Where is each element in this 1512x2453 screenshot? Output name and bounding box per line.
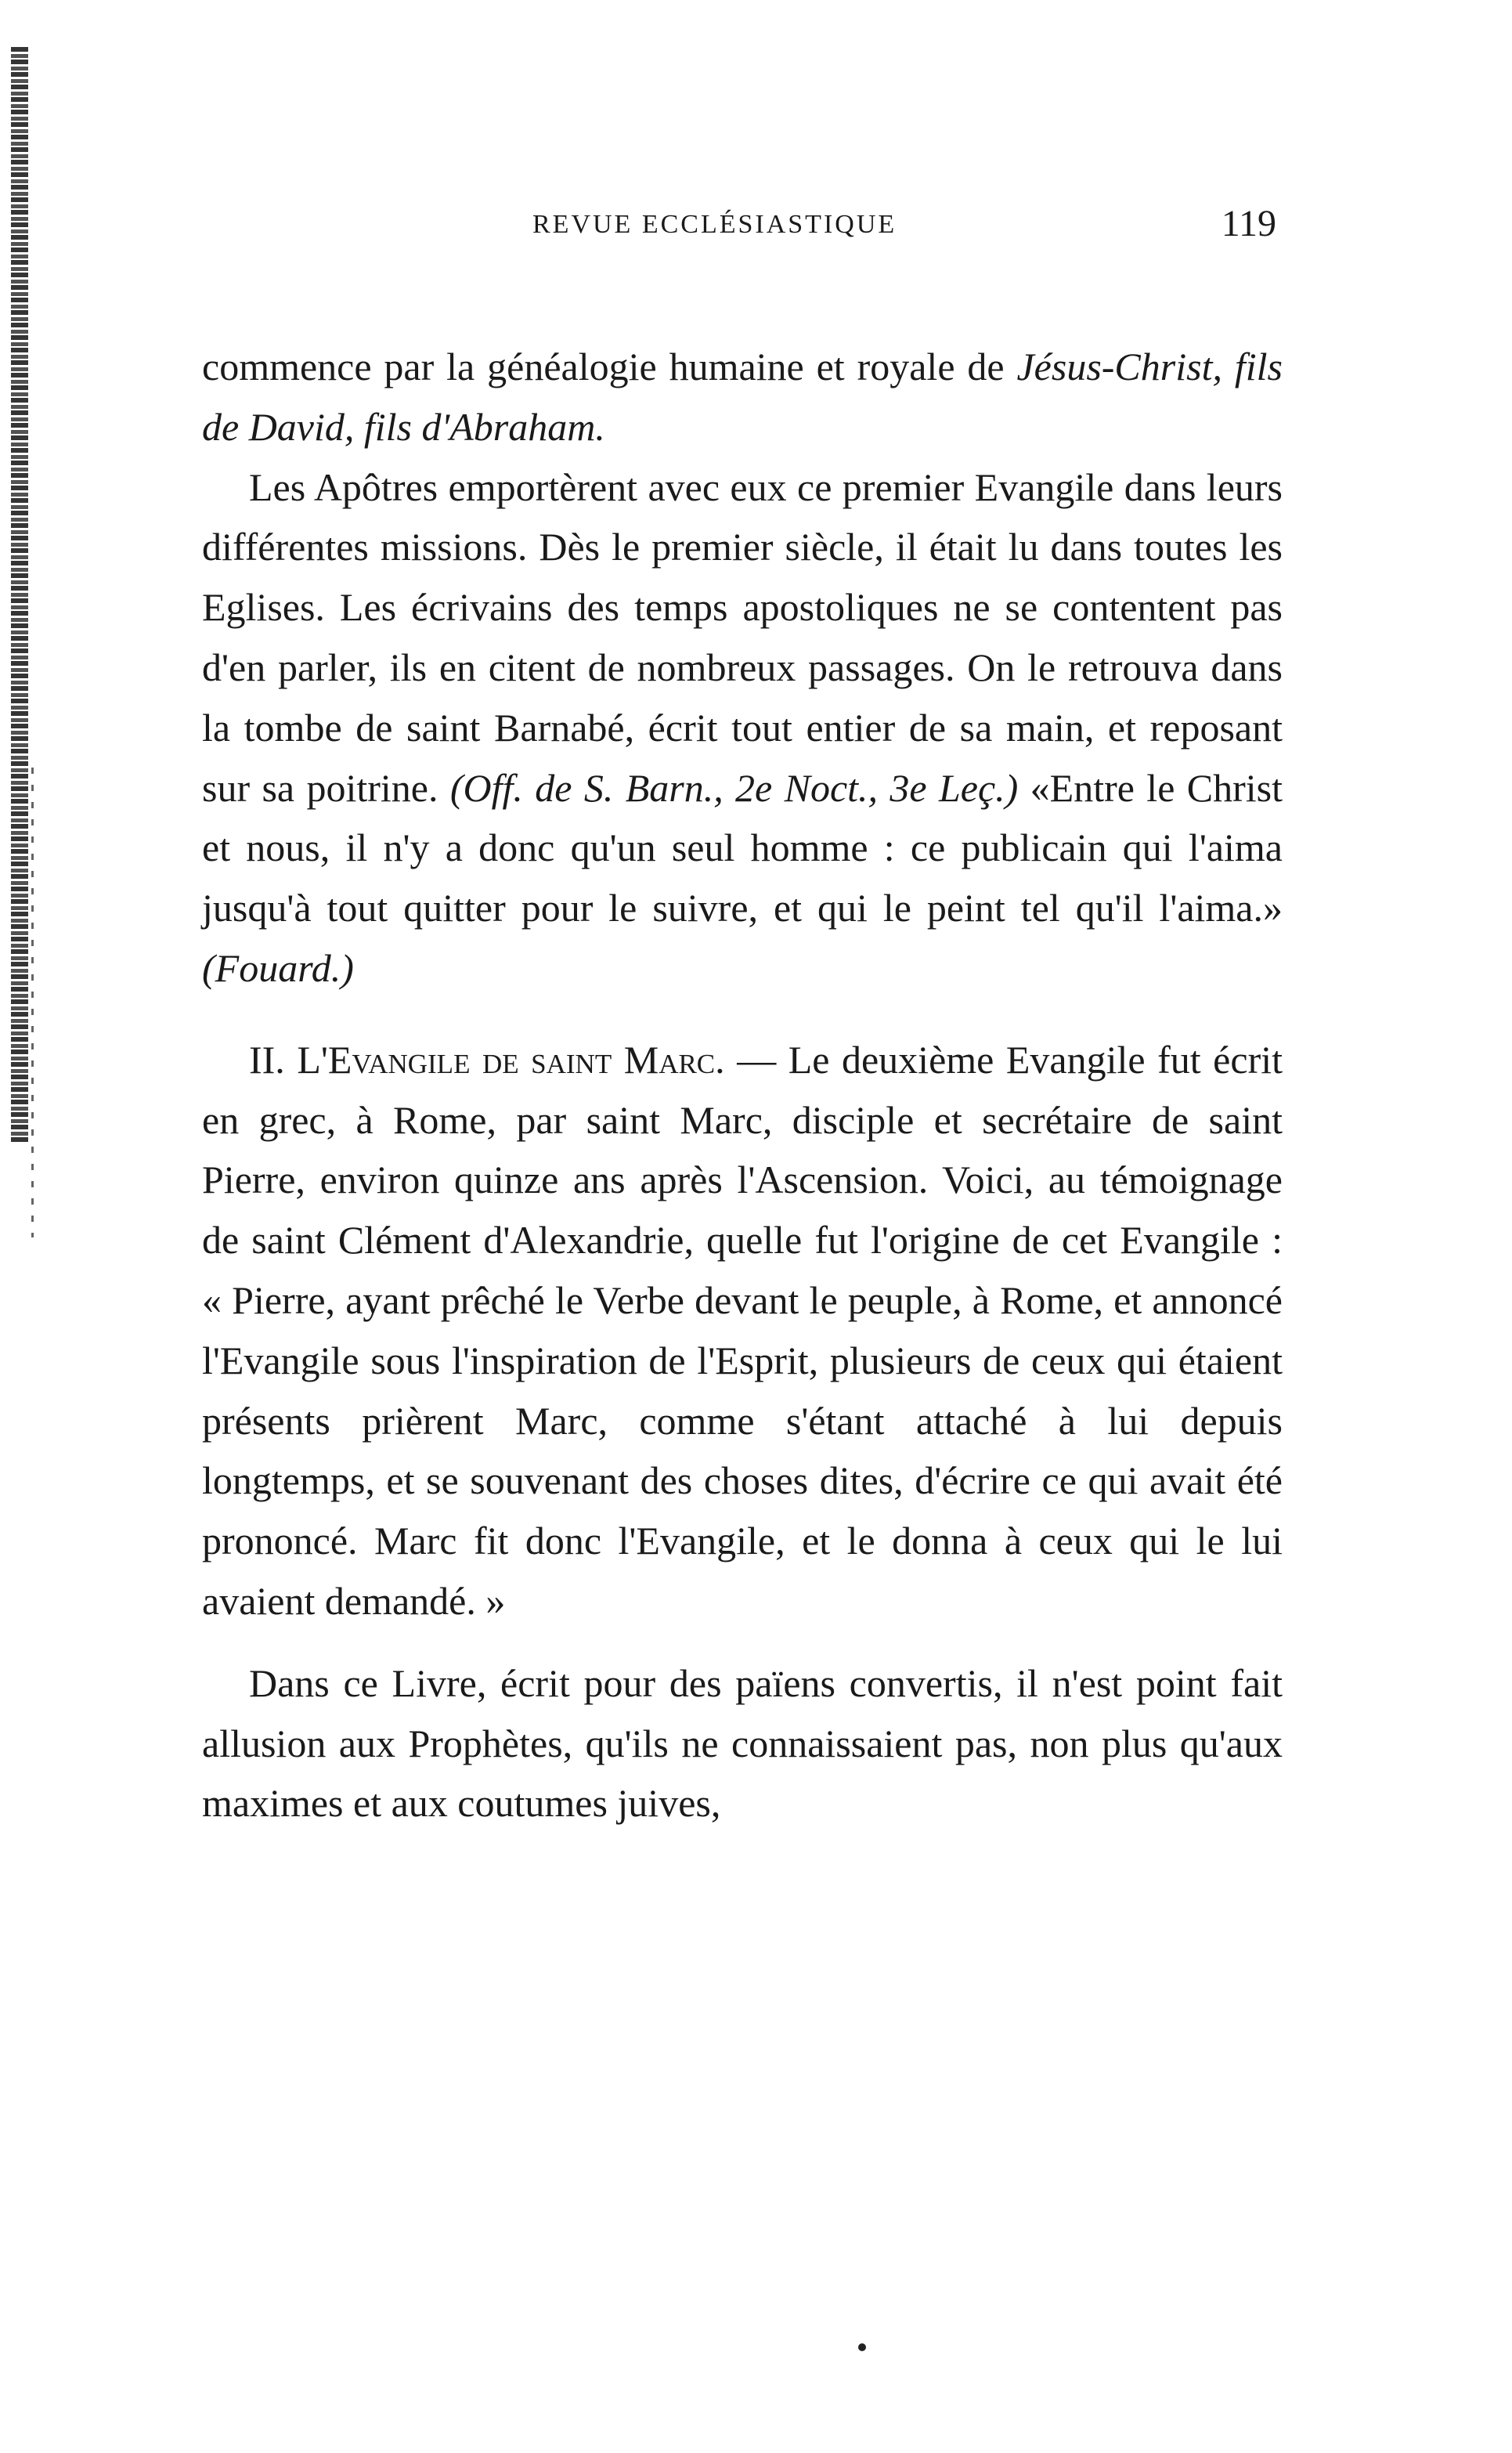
paragraph-pagans: [202, 1653, 1283, 1833]
citation: (Fouard.): [202, 945, 354, 990]
section-heading: L'Evangile de saint Marc.: [297, 1037, 725, 1082]
italic-phrase: Jésus-Christ, fils de David, fils d'Abraham.: [202, 345, 1283, 449]
quotation-text: «Entre le Christ et nous, il n'y a donc qu'un seul homme : ce publicain qui l'aima jusqu'à tout quitter pour le suivre, et qui le peint tel qu'il l'aima.»: [202, 765, 1283, 930]
paragraph-text: Dans ce Livre, écrit pour des païens convertis, il n'est point fait allusion aux Prophètes, qu'ils ne connaissaient pas, non plus qu'aux maximes et aux coutumes juives,: [202, 1660, 1283, 1826]
paragraph-text: Les Apôtres emportèrent avec eux ce premier Evangile dans leurs différentes missions. Dès le premier siècle, il était lu dans toutes les Eglises. Les écrivains des temps apostoliques ne se contentent pas d'en parler, ils en citent de nombreux passages. On le retrouva dans la tombe de saint Barnabé, écrit tout entier de sa main, et reposant sur sa poitrine.: [202, 464, 1283, 810]
section-saint-marc: [202, 1030, 1283, 1631]
body-text: [202, 337, 1283, 1833]
page-binding-edge: [11, 47, 28, 1143]
paragraph-text: commence par la généalogie humaine et royale de: [202, 345, 1017, 388]
running-title: REVUE ECCLÉSIASTIQUE: [532, 210, 897, 239]
page-dot-mark: [858, 2343, 866, 2351]
page-binding-edge-mark: [31, 768, 34, 1237]
paragraph-continuation: [202, 337, 1283, 457]
section-number: II.: [249, 1037, 285, 1082]
liturgical-reference: (Off. de S. Barn., 2e Noct., 3e Leç.): [449, 765, 1019, 810]
page-number: 119: [1221, 203, 1276, 244]
paragraph-apostles: [202, 457, 1283, 999]
page-header: [204, 202, 1276, 249]
paragraph-text: — Le deuxième Evangile fut écrit en grec, à Rome, par saint Marc, disciple et secrétaire de saint Pierre, environ quinze ans après l'Ascension. Voici, au témoignage de saint Clément d'Alexandrie, quelle fut l'origine de cet Evangile : « Pierre, ayant prêché le Verbe devant le peuple, à Rome, et annoncé l'Evangile sous l'inspiration de l'Esprit, plusieurs de ceux qui étaient présents prièrent Marc, comme s'étant attaché à lui depuis longtemps, et se souvenant des choses dites, d'écrire ce qui avait été prononcé. Marc fit donc l'Evangile, et le donna à ceux qui le lui avaient demandé. »: [202, 1037, 1283, 1623]
